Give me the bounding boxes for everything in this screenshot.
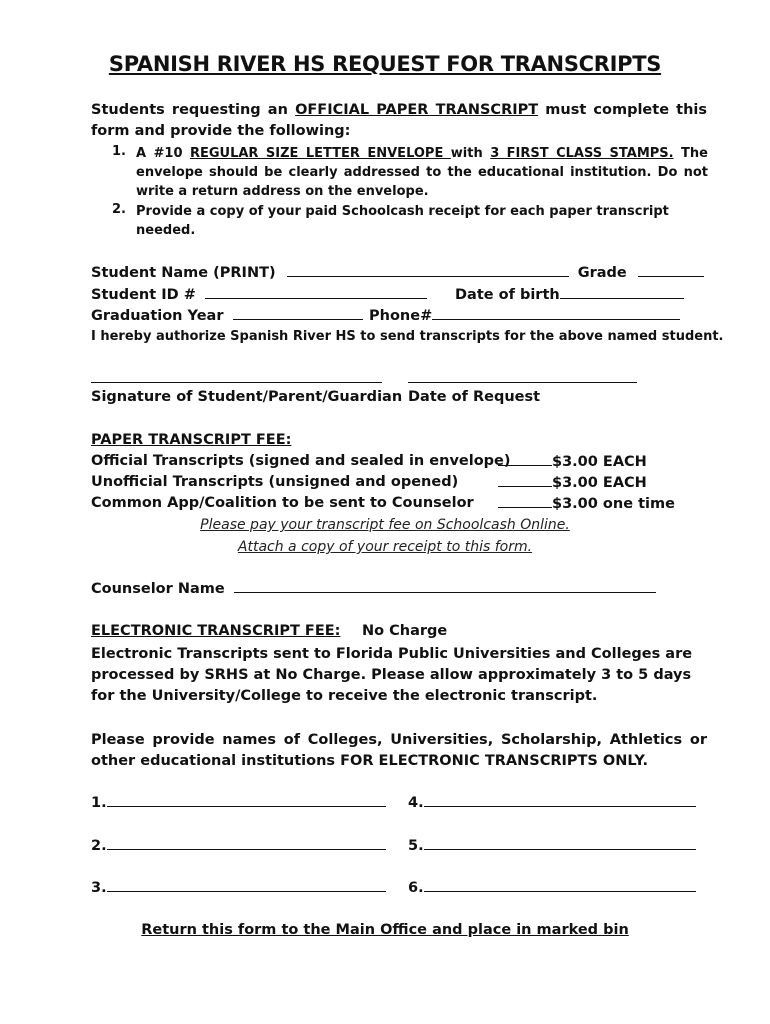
- institution-slot-5: 5.: [408, 837, 696, 854]
- fee-note-schoolcash: Please pay your transcript fee on Schoolcash Online.: [200, 517, 570, 533]
- phone-label: Phone#: [369, 308, 433, 324]
- counselor-field[interactable]: [234, 580, 656, 593]
- grade-label: Grade: [577, 265, 627, 281]
- electronic-fee-body: Electronic Transcripts sent to Florida Public Universities and Colleges are processed by SRHS at No Charge. Please allow approximately 3 to 5 days for the University/College to receive the electronic transcript.: [91, 646, 693, 704]
- intro-highlight: OFFICIAL PAPER TRANSCRIPT: [295, 102, 539, 118]
- fee-unofficial-field[interactable]: [498, 474, 552, 487]
- fee-commonapp-label: Common App/Coalition to be sent to Counselor: [91, 495, 474, 511]
- dob-field[interactable]: [560, 286, 684, 299]
- student-name-label: Student Name (PRINT): [91, 265, 276, 281]
- institution-slot-2: 2.: [91, 837, 386, 854]
- requirement-1: [112, 144, 708, 201]
- institution-field-6[interactable]: [424, 879, 696, 892]
- fee-commonapp-price: $3.00 one time: [552, 496, 675, 512]
- phone-row: [369, 307, 680, 324]
- requirement-2-text: Provide a copy of your paid Schoolcash receipt for each paper transcript needed.: [136, 204, 669, 238]
- counselor-label: Counselor Name: [91, 581, 225, 597]
- student-id-field[interactable]: [205, 286, 427, 299]
- fee-commonapp-field[interactable]: [498, 495, 552, 508]
- student-name-field[interactable]: [287, 264, 569, 277]
- institution-field-2[interactable]: [107, 837, 386, 850]
- requirement-1-number: 1.: [112, 144, 126, 159]
- fee-official-label: Official Transcripts (signed and sealed in envelope): [91, 453, 511, 469]
- electronic-fee-charge: No Charge: [362, 623, 448, 639]
- institution-slot-6: 6.: [408, 879, 696, 896]
- date-label: Date of Request: [408, 389, 541, 405]
- authorization-statement: I hereby authorize Spanish River HS to send transcripts for the above named student.: [91, 329, 724, 344]
- requirement-1-text: A #10 REGULAR SIZE LETTER ENVELOPE with 3 FIRST CLASS STAMPS. The envelope should be clearly addressed to the educational institution. Do not write a return address on the envelope.: [136, 146, 708, 199]
- paper-fee-heading: PAPER TRANSCRIPT FEE:: [91, 432, 292, 448]
- dob-row: [455, 286, 684, 303]
- student-name-row: [91, 264, 704, 281]
- institution-slot-1: 1.: [91, 794, 386, 811]
- electronic-fee-heading: ELECTRONIC TRANSCRIPT FEE:: [91, 623, 341, 639]
- institution-field-3[interactable]: [107, 879, 386, 892]
- counselor-row: [91, 580, 656, 597]
- student-id-label: Student ID #: [91, 287, 196, 303]
- institution-slot-3: 3.: [91, 879, 386, 896]
- requirement-2-number: 2.: [112, 202, 126, 217]
- fee-official-field[interactable]: [498, 453, 552, 466]
- fee-unofficial-label: Unofficial Transcripts (unsigned and opened): [91, 474, 459, 490]
- student-id-row: [91, 286, 427, 303]
- fee-commonapp-row: [498, 495, 675, 512]
- footer-instruction: Return this form to the Main Office and place in marked bin: [141, 922, 629, 938]
- intro-pre: Students requesting an: [91, 102, 296, 118]
- intro-paragraph: [91, 100, 707, 142]
- institutions-prompt: Please provide names of Colleges, Universities, Scholarship, Athletics or other educational institutions FOR ELECTRONIC TRANSCRIPTS ONLY.: [91, 732, 707, 769]
- institution-field-5[interactable]: [424, 837, 696, 850]
- institution-field-1[interactable]: [107, 794, 386, 807]
- fee-unofficial-row: [498, 474, 647, 491]
- page-title: SPANISH RIVER HS REQUEST FOR TRANSCRIPTS: [108, 52, 662, 76]
- fee-official-price: $3.00 EACH: [552, 454, 647, 470]
- dob-label: Date of birth: [455, 287, 560, 303]
- date-field[interactable]: [408, 382, 637, 383]
- phone-field[interactable]: [432, 307, 680, 320]
- requirement-2: [112, 202, 708, 240]
- fee-note-receipt: Attach a copy of your receipt to this form.: [237, 539, 533, 555]
- grade-field[interactable]: [638, 264, 704, 277]
- signature-field[interactable]: [91, 382, 382, 383]
- intro-post: must complete this form and provide the following:: [91, 102, 708, 139]
- institution-field-4[interactable]: [424, 794, 696, 807]
- fee-unofficial-price: $3.00 EACH: [552, 475, 647, 491]
- institution-slot-4: 4.: [408, 794, 696, 811]
- grad-year-row: [91, 307, 363, 324]
- signature-label: Signature of Student/Parent/Guardian: [91, 389, 403, 405]
- grad-year-label: Graduation Year: [91, 308, 224, 324]
- fee-official-row: [498, 453, 647, 470]
- grad-year-field[interactable]: [233, 307, 363, 320]
